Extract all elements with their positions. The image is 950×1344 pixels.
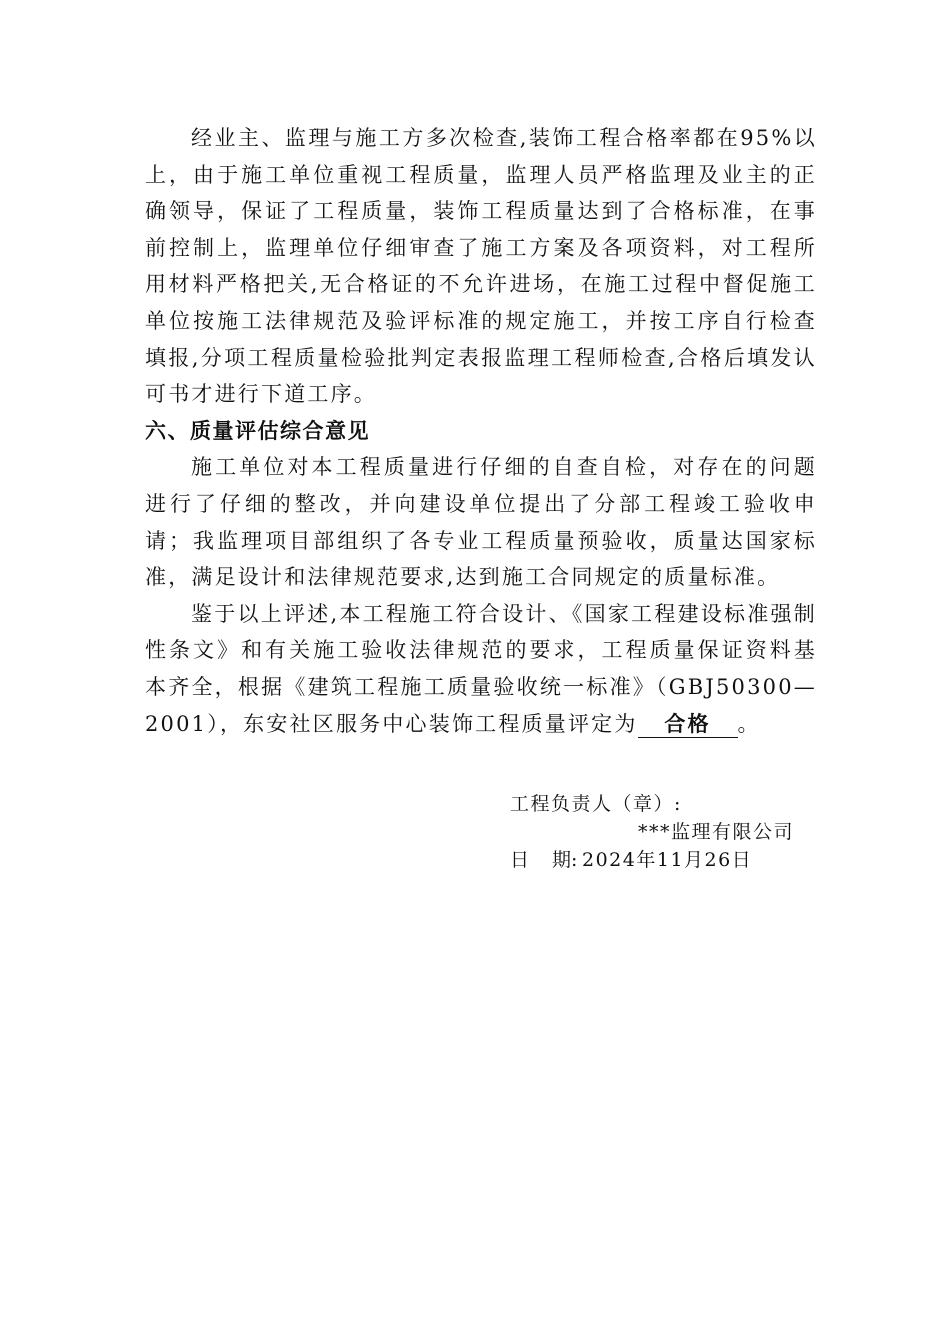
supervision-company-name: ***监理有限公司 [638, 821, 795, 843]
date-line [510, 846, 830, 874]
date-value: 2024年11月26日 [582, 849, 753, 871]
paragraph-inspection-summary: 经业主、监理与施工方多次检查,装饰工程合格率都在95%以上，由于施工单位重视工程质量，监理人员严格监理及业主的正确领导，保证了工程质量，装饰工程质量达到了合格标准，在事前控制上，监理单位仔细审查了施工方案及各项资料，对工程所用材料严格把关,无合格证的不允许进场，在施工过程中督促施工单位按施工法律规范及验评标准的规定施工，并按工序自行检查填报,分项工程质量检验批判定表报监理工程师检查,合格后填发认可书才进行下道工序。 [145, 126, 817, 407]
conclusion-end: 。 [737, 711, 761, 736]
document-body [145, 120, 817, 742]
paragraph-self-inspection: 施工单位对本工程质量进行仔细的自查自检，对存在的问题进行了仔细的整改，并向建设单位提出了分部工程竣工验收申请；我监理项目部组织了各专业工程质量预验收，质量达国家标准，满足设计和法律规范要求,达到施工合同规定的质量标准。 [145, 455, 817, 590]
conclusion-text: 鉴于以上评述,本工程施工符合设计、《国家工程建设标准强制性条文》和有关施工验收法律规范的要求，工程质量保证资料基本齐全，根据《建筑工程施工质量验收统一标准》（GBJ50300—2001），东安社区服务中心装饰工程质量评定为 [145, 601, 817, 736]
date-label: 日 期: [510, 849, 578, 871]
responsible-person-label: 工程负责人（章）: [510, 793, 682, 815]
quality-result-field: 合格 [638, 711, 738, 738]
signature-block [510, 790, 830, 874]
section-heading-quality-assessment: 六、质量评估综合意见 [145, 418, 370, 443]
paragraph-conclusion [145, 596, 817, 742]
